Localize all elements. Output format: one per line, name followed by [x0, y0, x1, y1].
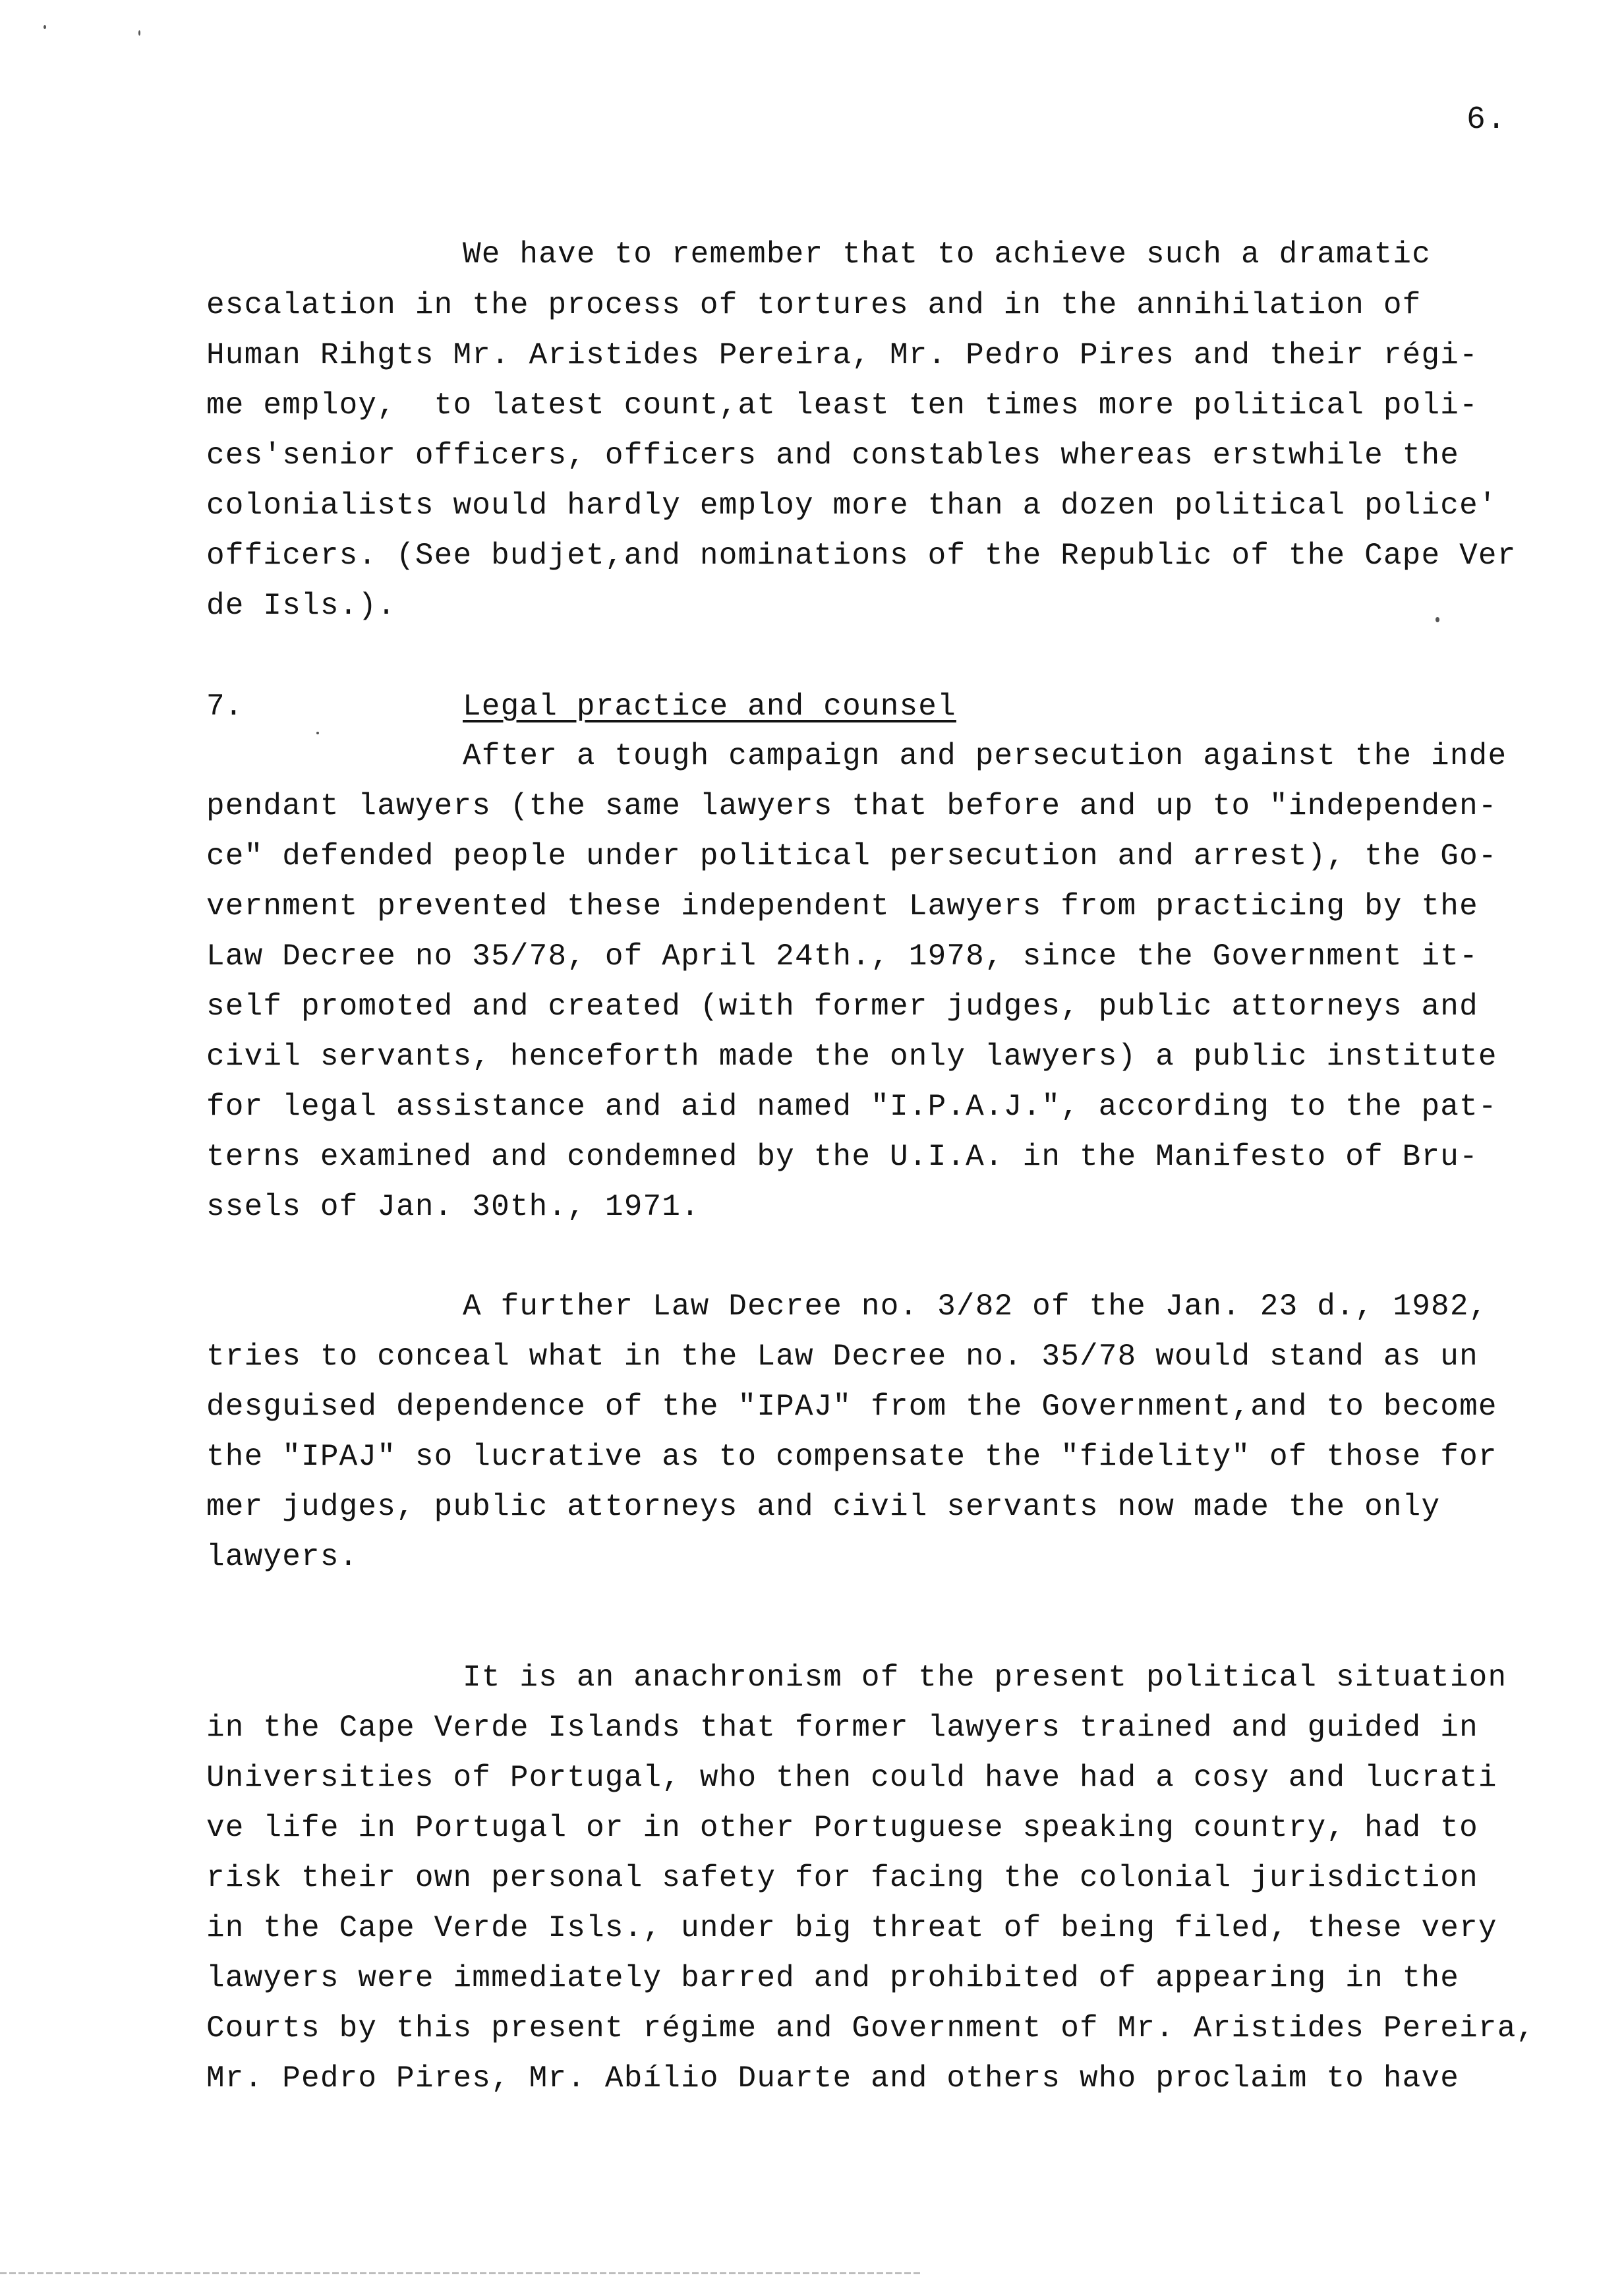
text-line: self promoted and created (with former judges, public attorneys and [206, 989, 1478, 1024]
text-line: Universities of Portugal, who then could have had a cosy and lucrati [206, 1761, 1497, 1795]
text-line: ce" defended people under political persecution and arrest), the Go- [206, 839, 1497, 873]
scan-speck [1436, 617, 1439, 622]
text-line: ssels of Jan. 30th., 1971. [206, 1190, 700, 1224]
text-line: desguised dependence of the "IPAJ" from the Government,and to become [206, 1390, 1497, 1424]
text-line: de Isls.). [206, 589, 397, 623]
text-line: the "IPAJ" so lucrative as to compensate the "fidelity" of those for [206, 1440, 1497, 1474]
text-line: lawyers were immediately barred and prohibited of appearing in the [206, 1961, 1460, 1995]
text-line: for legal assistance and aid named "I.P.A.J.", according to the pat- [206, 1090, 1497, 1124]
section-title: Legal practice and counsel [463, 690, 956, 724]
text-line: vernment prevented these independent Lawyers from practicing by the [206, 889, 1478, 924]
text-line: escalation in the process of tortures and in the annihilation of [206, 288, 1422, 322]
text-line: After a tough campaign and persecution against the inde [463, 739, 1507, 773]
text-line: Human Rihgts Mr. Aristides Pereira, Mr. Pedro Pires and their régi- [206, 338, 1478, 372]
text-line: lawyers. [206, 1540, 359, 1574]
section-number: 7. [206, 690, 243, 724]
text-line: ve life in Portugal or in other Portuguese speaking country, had to [206, 1811, 1478, 1845]
text-line: pendant lawyers (the same lawyers that before and up to "independen- [206, 789, 1497, 823]
text-line: Courts by this present régime and Government of Mr. Aristides Pereira, [206, 2011, 1536, 2045]
scan-bottom-edge [0, 2272, 923, 2274]
text-line: It is an anachronism of the present political situation [463, 1661, 1507, 1695]
text-line: mer judges, public attorneys and civil servants now made the only [206, 1490, 1441, 1524]
scan-speck [316, 732, 319, 734]
text-line: civil servants, henceforth made the only lawyers) a public institute [206, 1040, 1497, 1074]
text-line: me employ, to latest count,at least ten times more political poli- [206, 388, 1478, 423]
text-line: ces'senior officers, officers and constables whereas erstwhile the [206, 438, 1460, 473]
text-line: terns examined and condemned by the U.I.A. in the Manifesto of Bru- [206, 1140, 1478, 1174]
text-line: officers. (See budjet,and nominations of the Republic of the Cape Ver [206, 539, 1517, 573]
scan-speck [44, 25, 46, 29]
text-line: in the Cape Verde Islands that former lawyers trained and guided in [206, 1711, 1478, 1745]
text-line: Mr. Pedro Pires, Mr. Abílio Duarte and others who proclaim to have [206, 2061, 1460, 2096]
scan-speck [138, 30, 140, 36]
text-line: Law Decree no 35/78, of April 24th., 1978, since the Government it- [206, 939, 1478, 974]
text-line: We have to remember that to achieve such a dramatic [463, 237, 1432, 272]
text-line: colonialists would hardly employ more than a dozen political police' [206, 488, 1497, 523]
page-number: 6. [1466, 102, 1507, 138]
text-line: in the Cape Verde Isls., under big threat of being filed, these very [206, 1911, 1497, 1945]
text-line: risk their own personal safety for facing the colonial jurisdiction [206, 1861, 1478, 1895]
text-line: tries to conceal what in the Law Decree no. 35/78 would stand as un [206, 1339, 1478, 1374]
text-line: A further Law Decree no. 3/82 of the Jan. 23 d., 1982, [463, 1289, 1488, 1324]
